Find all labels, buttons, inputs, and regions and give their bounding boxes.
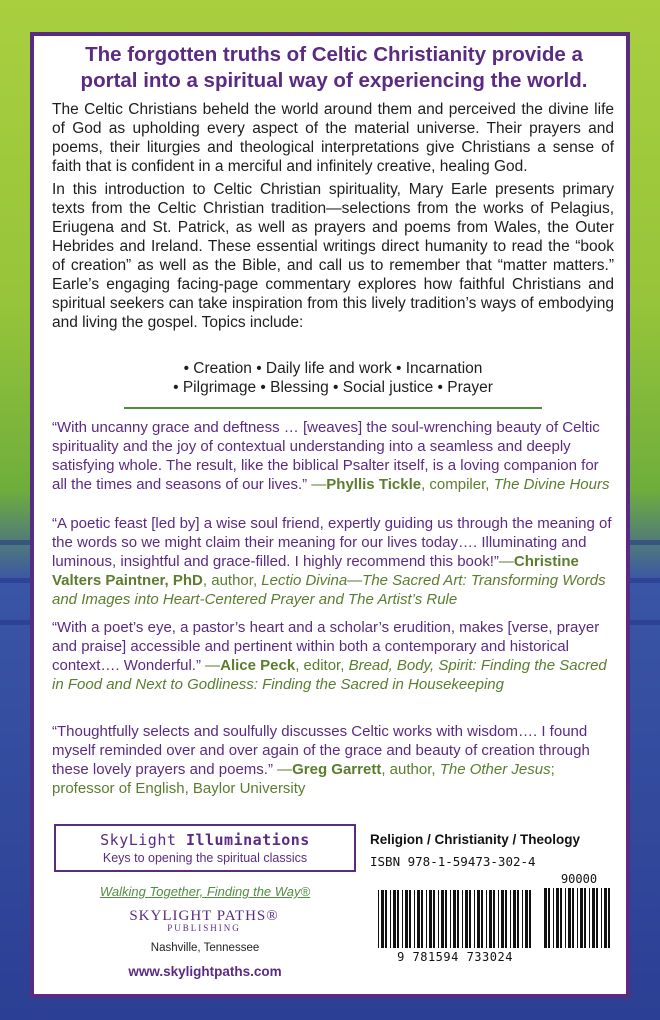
barcode-addon-bars [544, 888, 612, 948]
endorser-name: Phyllis Tickle [326, 476, 422, 493]
endorser-name: Greg Garrett [292, 761, 382, 778]
barcode-bar [381, 890, 384, 948]
barcode-bar [453, 890, 456, 948]
barcode-bar [553, 888, 554, 948]
barcode-bar [477, 890, 480, 948]
quote-text: “With a poet’s eye, a pastor’s heart and a scholar’s erudition, makes [verse, prayer and praise] accessible and pertinent within both a contemporary and historical context…. Wonderful.” [52, 619, 600, 674]
topics-line-1: • Creation • Daily life and work • Incarnation [183, 360, 483, 377]
barcode-bar [608, 888, 610, 948]
barcode-bar [414, 890, 415, 948]
barcode-bar [438, 890, 439, 948]
quote-text: “Thoughtfully selects and soulfully discusses Celtic works with wisdom…. I found myself reminded over and over again of the grace and beauty of creation through these lovely prayers and poems.” [52, 723, 590, 778]
barcode-bar [525, 890, 528, 948]
barcode-bar [584, 888, 586, 948]
publisher-website[interactable]: www.skylightpaths.com [128, 964, 282, 979]
barcode-bar [589, 888, 590, 948]
endorsement-quote-2: “A poetic feast [led by] a wise soul friend, expertly guiding us through the meaning of the words so we might claim their meaning for our lives today…. Illuminating and luminous, insightful and grace-filled. I highly recommend this book!”—Christine Valters Paintner, PhD, author, Lectio Divina—The Sacred Art: Transforming Words and Images into Heart-Centered Prayer and The Artist’s Rule [52, 515, 612, 608]
publisher-city: Nashville, Tennessee [150, 942, 260, 954]
endorser-name: Christine Valters Paintner, PhD [52, 553, 579, 589]
barcode-bar [522, 890, 523, 948]
barcode-bar [445, 890, 447, 948]
barcode-bar [421, 890, 423, 948]
barcode-bar [469, 890, 471, 948]
barcode-bar [465, 890, 468, 948]
barcode-bar [601, 888, 602, 948]
barcode-addon-number: 90000 [560, 872, 598, 886]
barcode-bar [409, 890, 411, 948]
endorsement-quote-4: “Thoughtfully selects and soulfully discusses Celtic works with wisdom…. I found myself reminded over and over again of the grace and beauty of creation through these lovely prayers and poems.” —Greg Garrett, author, The Other Jesus; professor of English, Baylor University [52, 723, 590, 797]
back-cover-panel [30, 32, 630, 998]
barcode-bar [390, 890, 391, 948]
barcode-bar [402, 890, 403, 948]
quote-text: “With uncanny grace and deftness … [weaves] the soul-wrenching beauty of Celtic spirituality and the joy of contextual understanding into a seamless and deeply satisfying whole. The result, like the biblical Psalter itself, is a loving companion for all the times and seasons of our lives.” [52, 419, 600, 493]
endorsement-quote-3: “With a poet’s eye, a pastor’s heart and a scholar’s erudition, makes [verse, prayer and praise] accessible and pertinent within both a contemporary and historical context…. Wonderful.” —Alice Peck, editor, Bread, Body, Spirit: Finding the Sacred in Food and Next to Godliness: Finding the Sacred in Housekeeping [52, 619, 607, 693]
barcode-bar [592, 888, 595, 948]
barcode-bar [489, 890, 492, 948]
barcode-bar [498, 890, 499, 948]
publisher-tagline: Walking Together, Finding the Way® [99, 884, 311, 899]
barcode-bar [405, 890, 408, 948]
barcode-bar [385, 890, 387, 948]
barcode-bar [433, 890, 435, 948]
headline: The forgotten truths of Celtic Christianity provide a portal into a spiritual way of experiencing the world. [80, 43, 588, 92]
barcode-bar [577, 888, 578, 948]
barcode-bar [604, 888, 607, 948]
barcode-bar [560, 888, 562, 948]
barcode-bar [429, 890, 432, 948]
endorser-work: The Divine Hours [493, 476, 610, 493]
barcode-bar [486, 890, 487, 948]
barcode-bar [529, 890, 531, 948]
barcode-bar [544, 888, 547, 948]
barcode-bar [441, 890, 444, 948]
barcode-bar [501, 890, 504, 948]
category-label: Religion / Christianity / Theology [370, 832, 581, 847]
barcode-bar [462, 890, 463, 948]
barcode-bar [580, 888, 583, 948]
barcode-bar [548, 888, 550, 948]
isbn-label: ISBN 978-1-59473-302-4 [370, 854, 536, 869]
barcode-bar [513, 890, 516, 948]
barcode-bar [417, 890, 420, 948]
barcode-bar [556, 888, 559, 948]
barcode-main-bars [378, 890, 536, 948]
quote-text: “A poetic feast [led by] a wise soul friend, expertly guiding us through the meaning of the words so we might claim their meaning for our lives today…. Illuminating and luminous, insightful and grace-filled. I highly recommend this book!” [52, 515, 612, 570]
publisher-logo: SKYLIGHT PATHS® PUBLISHING [129, 908, 279, 933]
endorsement-quote-1: “With uncanny grace and deftness … [weaves] the soul-wrenching beauty of Celtic spirituality and the joy of contextual understanding into a seamless and deeply satisfying whole. The result, like the biblical Psalter itself, is a loving companion for all the times and seasons of our lives.” —Phyllis Tickle, compiler, The Divine Hours [52, 419, 610, 493]
description-paragraph-1: The Celtic Christians beheld the world around them and perceived the divine life of God as upholding every aspect of the material universe. Their prayers and poems, their liturgies and theological interpretations give Christians a sense of faith that is confident in a merciful and infinitely creative, healing God. [52, 101, 614, 175]
description-paragraph-2: In this introduction to Celtic Christian spirituality, Mary Earle presents primary texts from the Celtic Christian tradition—selections from the works of Pelagius, Eriugena and St. Patrick, as well as prayers and poems from Wales, the Outer Hebrides and Ireland. These essential writings direct humanity to read the “book of creation” as well as the Bible, and call us to remember that “matter matters.” Earle’s engaging facing-page commentary explores how faithful Christians and spiritual seekers can take inspiration from this lively tradition’s ways of embodying and living the gospel. Topics include: [52, 181, 614, 331]
barcode-bar [378, 890, 379, 948]
series-name: SkyLight Illuminations [100, 831, 310, 849]
barcode-bar [493, 890, 495, 948]
barcode-bar [505, 890, 507, 948]
endorser-work: Lectio Divina—The Sacred Art: Transforming Words and Images into Heart-Centered Prayer [52, 572, 606, 608]
barcode-bar [510, 890, 511, 948]
barcode [370, 872, 616, 966]
barcode-bar [481, 890, 483, 948]
endorser-work: Bread, Body, Spirit: Finding the Sacred in Food [52, 657, 607, 693]
barcode-bar [393, 890, 396, 948]
barcode-bar [596, 888, 598, 948]
series-box [54, 824, 356, 872]
endorser-name: Alice Peck [220, 657, 296, 674]
barcode-bar [457, 890, 459, 948]
barcode-bar [450, 890, 451, 948]
series-subtitle: Keys to opening the spiritual classics [102, 851, 308, 865]
topics-line-2: • Pilgrimage • Blessing • Social justice • Prayer [173, 379, 493, 396]
barcode-bar [572, 888, 574, 948]
endorser-work: The Other Jesus [439, 761, 551, 778]
barcode-bar [568, 888, 571, 948]
barcode-bar [565, 888, 566, 948]
barcode-bar [397, 890, 399, 948]
barcode-number: 9 781594 733024 [397, 950, 513, 964]
barcode-bar [517, 890, 519, 948]
barcode-bar [474, 890, 475, 948]
divider-rule [124, 407, 542, 409]
barcode-bar [426, 890, 427, 948]
